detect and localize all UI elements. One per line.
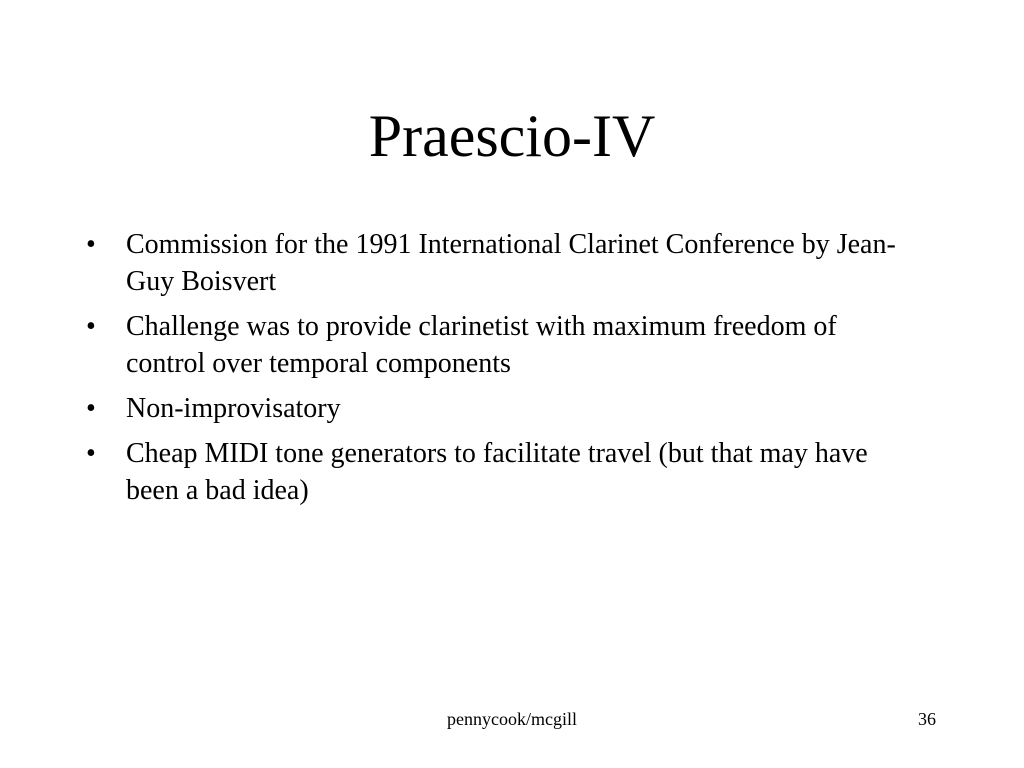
bullet-item [86, 390, 916, 427]
footer-author: pennycook/mcgill [447, 709, 577, 729]
bullet-text: Non-improvisatory [126, 393, 341, 424]
slide-title: Praescio-IV [368, 103, 656, 169]
bullet-item [86, 226, 916, 300]
bullet-marker: • [86, 393, 96, 424]
bullet-list [86, 226, 916, 517]
bullet-marker: • [86, 229, 96, 260]
bullet-marker: • [86, 438, 96, 469]
page-number: 36 [918, 709, 936, 729]
bullet-item [86, 308, 916, 382]
bullet-item [86, 435, 916, 509]
bullet-text: Cheap MIDI tone generators to facilitate travel (but that may have been a bad idea) [126, 438, 868, 506]
bullet-text: Challenge was to provide clarinetist with maximum freedom of control over temporal components [126, 311, 837, 379]
bullet-text: Commission for the 1991 International Clarinet Conference by Jean-Guy Boisvert [126, 229, 896, 297]
bullet-marker: • [86, 311, 96, 342]
